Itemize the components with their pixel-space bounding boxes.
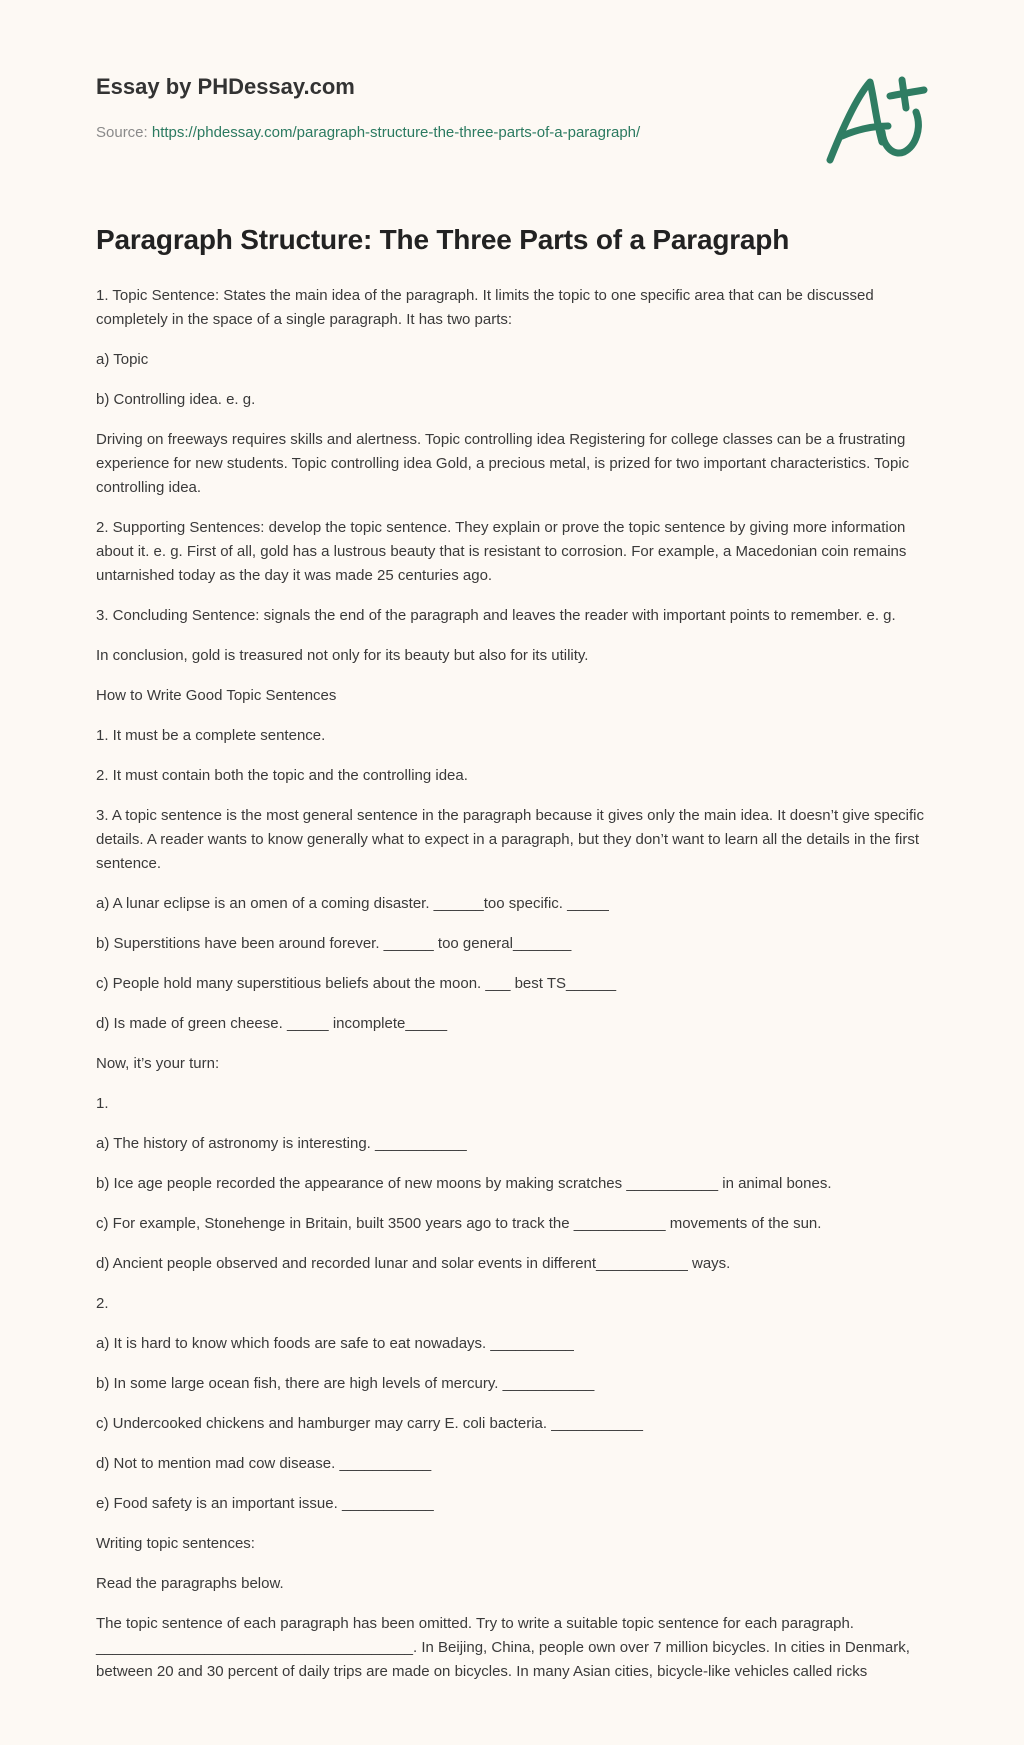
paragraph: a) It is hard to know which foods are safe to eat nowadays. __________ — [96, 1335, 574, 1352]
paragraph: b) Controlling idea. e. g. — [96, 391, 256, 408]
paragraph: 1. — [96, 1095, 109, 1112]
paragraph: Now, it’s your turn: — [96, 1055, 220, 1072]
site-title: Essay by PHDessay.com — [96, 74, 355, 99]
a-plus-grade-icon — [820, 68, 930, 168]
paragraph: 3. A topic sentence is the most general sentence in the paragraph because it gives only the main idea. It doesn’t give specific details. A reader wants to know generally what to expect in a paragraph, but they don’t want to learn all the details in the first sentence. — [96, 807, 925, 872]
page-header — [0, 0, 1024, 200]
section-heading: How to Write Good Topic Sentences — [96, 687, 337, 704]
paragraph: Read the paragraphs below. — [96, 1575, 284, 1592]
paragraph: b) Ice age people recorded the appearance of new moons by making scratches ___________ in animal bones. — [96, 1175, 832, 1192]
paragraph: c) People hold many superstitious beliefs about the moon. ___ best TS______ — [96, 975, 617, 992]
paragraph: d) Ancient people observed and recorded lunar and solar events in different___________ ways. — [96, 1255, 731, 1272]
paragraph: e) Food safety is an important issue. ___________ — [96, 1495, 434, 1512]
source-link[interactable]: https://phdessay.com/paragraph-structure-the-three-parts-of-a-paragraph/ — [151, 124, 641, 141]
paragraph: b) In some large ocean fish, there are high levels of mercury. ___________ — [96, 1375, 595, 1392]
source-line — [96, 124, 640, 141]
paragraph: In conclusion, gold is treasured not only for its beauty but also for its utility. — [96, 647, 589, 664]
paragraph: 2. It must contain both the topic and the controlling idea. — [96, 767, 468, 784]
paragraph: a) The history of astronomy is interesting. ___________ — [96, 1135, 467, 1152]
paragraph: 2. Supporting Sentences: develop the topic sentence. They explain or prove the topic sentence by giving more information about it. e. g. First of all, gold has a lustrous beauty that is resistant to corrosion. For example, a Macedonian coin remains untarnished today as the day it was made 25 centuries ago. — [96, 519, 907, 584]
document-body — [96, 284, 932, 1700]
paragraph: c) Undercooked chickens and hamburger may carry E. coli bacteria. ___________ — [96, 1415, 643, 1432]
paragraph: The topic sentence of each paragraph has been omitted. Try to write a suitable topic sentence for each paragraph. ______________________________________. In Beijing, China, people own over 7 million bicycles. In cities in Denmark, between 20 and 30 percent of daily trips are made on bicycles. In many Asian cities, bicycle-like vehicles called ricks — [96, 1615, 910, 1680]
paragraph: 3. Concluding Sentence: signals the end of the paragraph and leaves the reader with important points to remember. e. g. — [96, 607, 896, 624]
paragraph: Writing topic sentences: — [96, 1535, 255, 1552]
paragraph: 2. — [96, 1295, 109, 1312]
paragraph: c) For example, Stonehenge in Britain, built 3500 years ago to track the ___________ movements of the sun. — [96, 1215, 822, 1232]
paragraph: d) Not to mention mad cow disease. ___________ — [96, 1455, 432, 1472]
paragraph: 1. Topic Sentence: States the main idea of the paragraph. It limits the topic to one specific area that can be discussed completely in the space of a single paragraph. It has two parts: — [96, 287, 874, 328]
paragraph: d) Is made of green cheese. _____ incomplete_____ — [96, 1015, 448, 1032]
paragraph: Driving on freeways requires skills and alertness. Topic controlling idea Registering for college classes can be a frustrating experience for new students. Topic controlling idea Gold, a precious metal, is prized for two important characteristics. Topic controlling idea. — [96, 431, 910, 496]
paragraph: 1. It must be a complete sentence. — [96, 727, 326, 744]
source-label: Source: — [96, 124, 148, 141]
paragraph: a) Topic — [96, 351, 149, 368]
document-title: Paragraph Structure: The Three Parts of a Paragraph — [96, 224, 790, 255]
paragraph: b) Superstitions have been around forever. ______ too general_______ — [96, 935, 572, 952]
paragraph: a) A lunar eclipse is an omen of a coming disaster. ______too specific. _____ — [96, 895, 609, 912]
